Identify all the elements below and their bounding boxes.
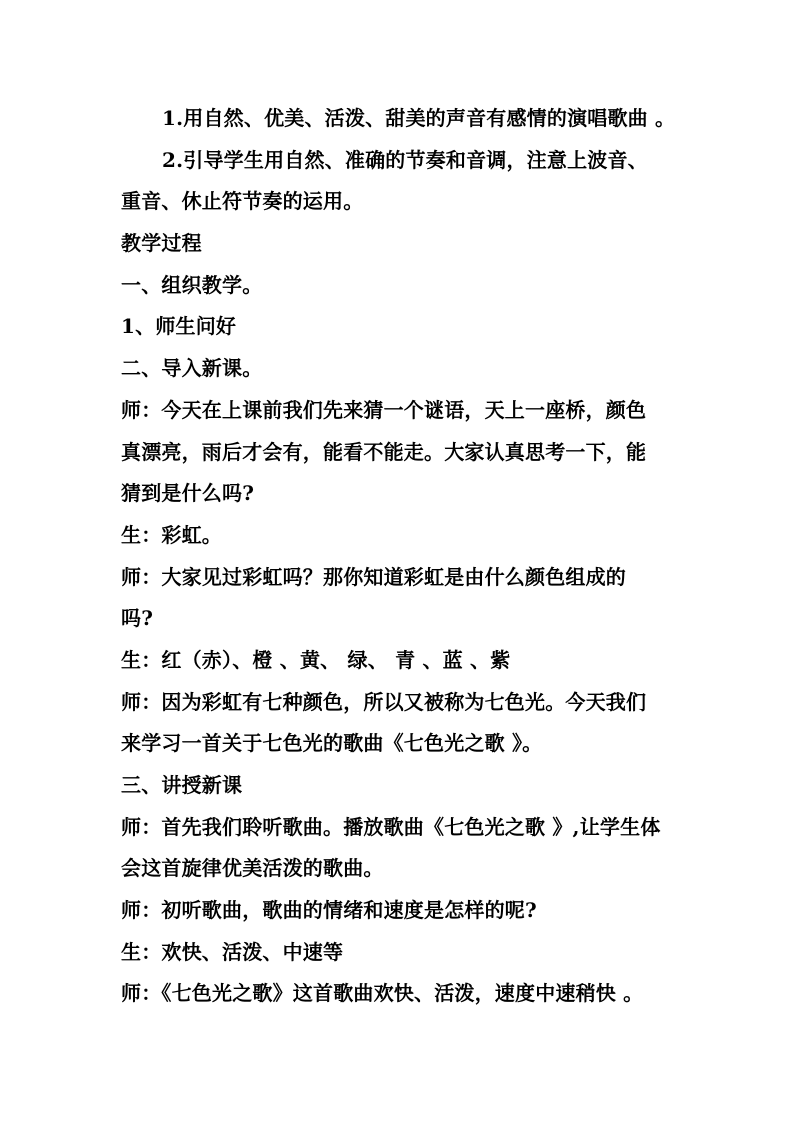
document-body [121,98,681,1015]
dialogue-continued: 会这首旋律优美活泼的歌曲。 [121,856,384,881]
paragraph-line: 1、师生问好 [121,314,237,339]
dialogue-continued: 真漂亮，雨后才会有，能看不能走。大家认真思考一下，能 [121,439,647,464]
dialogue-continued: 吗? [121,606,154,631]
section-heading-teaching-process: 教学过程 [121,231,202,256]
section-heading-2: 二、导入新课。 [121,356,263,381]
objective-2-continued: 重音、休止符节奏的运用。 [121,189,364,214]
dialogue-teacher: 师：初听歌曲，歌曲的情绪和速度是怎样的呢? [121,898,537,923]
objective-1: 1.用自然、优美、活泼、甜美的声音有感情的演唱歌曲 。 [162,106,676,130]
dialogue-teacher: 师：因为彩虹有七种颜色，所以又被称为七色光。今天我们 [121,689,647,714]
dialogue-teacher: 师：今天在上课前我们先来猜一个谜语，天上一座桥，颜色 [121,397,647,422]
dialogue-teacher: 师：大家见过彩虹吗？那你知道彩虹是由什么颜色组成的 [121,564,626,589]
dialogue-student: 生：彩虹。 [121,522,222,547]
section-heading-1: 一、组织教学。 [121,272,263,297]
objective-2: 2.引导学生用自然、准确的节奏和音调，注意上波音、 [162,147,648,172]
dialogue-teacher: 师：首先我们聆听歌曲。播放歌曲《七色光之歌 》,让学生体 [121,814,661,839]
dialogue-teacher: 师：《七色光之歌》这首歌曲欢快、活泼，速度中速稍快 。 [121,981,644,1006]
dialogue-continued: 猜到是什么吗? [121,481,255,506]
dialogue-continued: 来学习一首关于七色光的歌曲《七色光之歌 》。 [121,731,543,756]
dialogue-student: 生：红（赤）、橙 、黄、 绿、 青 、蓝 、紫 [121,647,511,672]
section-heading-3: 三、讲授新课 [121,773,243,797]
dialogue-student: 生：欢快、活泼、中速等 [121,939,344,964]
